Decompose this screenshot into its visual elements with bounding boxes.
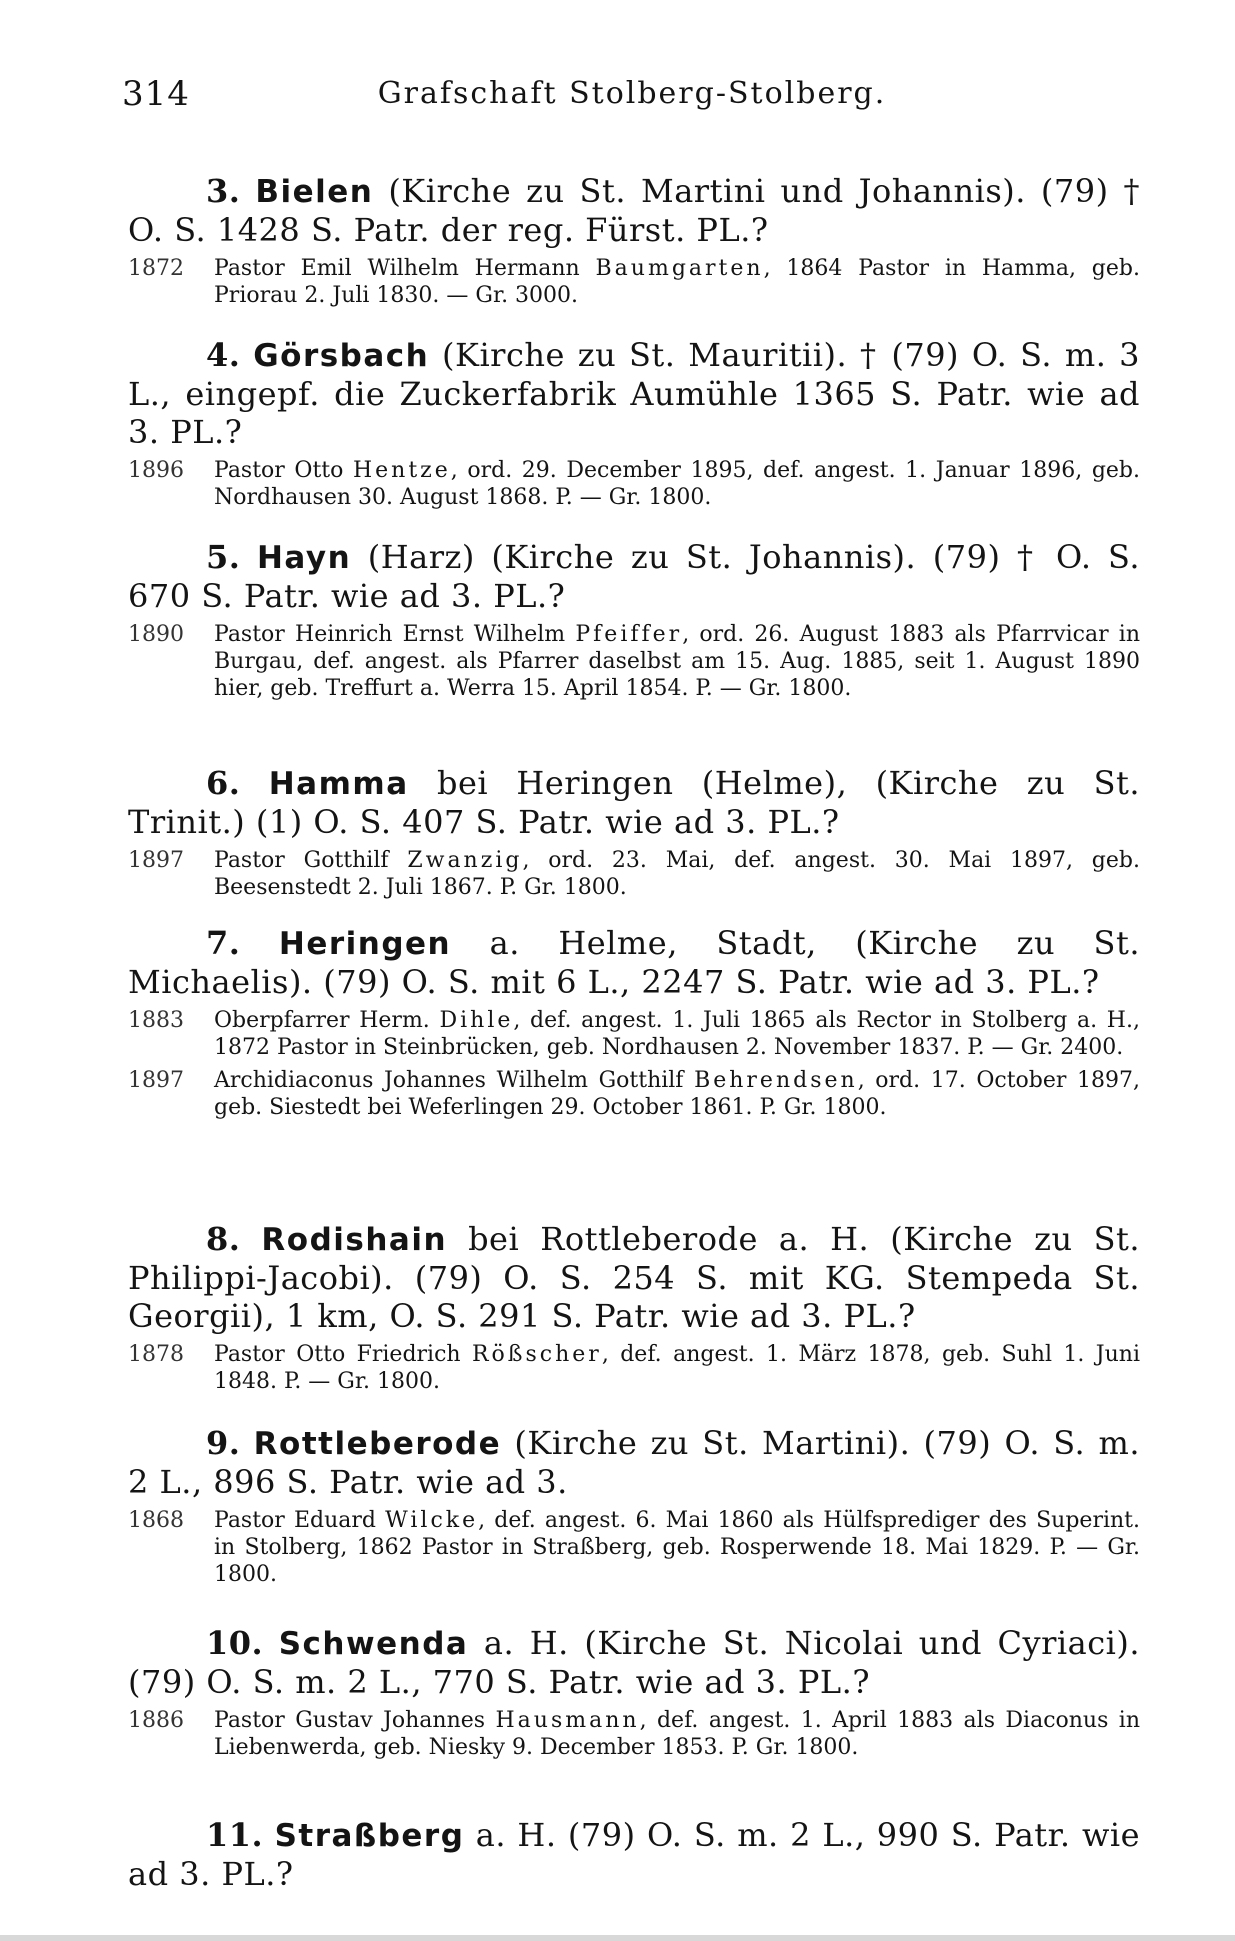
parish-number: 9.: [206, 1424, 241, 1462]
clergy-entry: [128, 255, 1140, 309]
clergy-year: 1868: [128, 1508, 184, 1533]
page-header: [122, 74, 1142, 124]
parish-name: Heringen: [278, 926, 452, 962]
parish-entry-bielen: [128, 172, 1140, 309]
parish-number: 7.: [206, 924, 241, 962]
clergy-entry: [128, 621, 1140, 702]
clergy-title: Pastor Eduard: [214, 1508, 386, 1533]
clergy-entry: [128, 1707, 1140, 1761]
parish-description: a. H. (Kirche St. Nicolai und Cyriaci). (79) O. S. m. 2 L., 770 S. Patr. wie ad 3. PL.?: [128, 1624, 1140, 1701]
parish-name: Görsbach: [253, 338, 430, 374]
parish-number: 8.: [206, 1220, 241, 1258]
clergy-surname: Hentze: [352, 458, 451, 483]
parish-description: a. Helme, Stadt, (Kirche zu St. Michaelis). (79) O. S. mit 6 L., 2247 S. Patr. wie ad 3. PL.?: [128, 924, 1141, 1001]
parish-heading: [128, 1424, 1140, 1501]
parish-heading: [128, 172, 1140, 249]
clergy-title: Oberpfarrer Herm.: [214, 1008, 440, 1033]
parish-name: Hayn: [256, 540, 352, 576]
parish-heading: [128, 336, 1140, 451]
clergy-entry: [128, 1507, 1140, 1588]
clergy-surname: Zwanzig: [407, 848, 523, 873]
page-bottom-edge: [0, 1935, 1235, 1941]
clergy-details: , ord. 23. Mai, def. angest. 30. Mai 1897, geb. Beesenstedt 2. Juli 1867. P. Gr. 1800.: [214, 848, 1140, 900]
parish-name: Schwenda: [278, 1626, 469, 1662]
parish-heading: [128, 764, 1140, 841]
clergy-title: Pastor Gotthilf: [214, 848, 408, 873]
parish-description: a. H. (79) O. S. m. 2 L., 990 S. Patr. wie ad 3. PL.?: [128, 1816, 1141, 1893]
clergy-entry: [128, 1007, 1140, 1061]
clergy-entry: [128, 1341, 1140, 1395]
clergy-surname: Hausmann: [495, 1708, 640, 1733]
clergy-details: , 1864 Pastor in Hamma, geb. Priorau 2. Juli 1830. — Gr. 3000.: [214, 256, 1140, 308]
parish-heading: [128, 924, 1140, 1001]
clergy-year: 1883: [128, 1008, 184, 1033]
clergy-title: Pastor Emil Wilhelm Hermann: [214, 256, 596, 281]
parish-description: (Harz) (Kirche zu St. Johannis). (79) † O. S. 670 S. Patr. wie ad 3. PL.?: [128, 538, 1141, 615]
clergy-title: Pastor Otto Friedrich: [214, 1342, 472, 1367]
parish-description: bei Rottleberode a. H. (Kirche zu St. Philippi-Jacobi). (79) O. S. 254 S. mit KG. Stempeda St. Georgii), 1 km, O. S. 291 S. Patr. wie ad 3. PL.?: [128, 1220, 1141, 1335]
parish-heading: [128, 538, 1140, 615]
parish-name: Rodishain: [261, 1222, 448, 1258]
parish-description: (Kirche zu St. Martini und Johannis). (79) † O. S. 1428 S. Patr. der reg. Fürst. PL.?: [128, 172, 1141, 249]
clergy-surname: Behrendsen: [694, 1068, 858, 1093]
clergy-surname: Rößscher: [471, 1342, 602, 1367]
parish-number: 10.: [206, 1624, 264, 1662]
parish-number: 5.: [206, 538, 241, 576]
clergy-details: , ord. 26. August 1883 als Pfarrvicar in Burgau, def. angest. als Pfarrer daselbst am 15. Aug. 1885, seit 1. August 1890 hier, geb. Treffurt a. Werra 15. April 1854. P. — Gr. 1800.: [214, 622, 1141, 701]
clergy-surname: Baumgarten: [595, 256, 764, 281]
parish-name: Hamma: [268, 766, 409, 802]
clergy-entry: [128, 457, 1140, 511]
parish-description: (Kirche zu St. Martini). (79) O. S. m. 2 L., 896 S. Patr. wie ad 3.: [128, 1424, 1141, 1501]
parish-description: (Kirche zu St. Mauritii). † (79) O. S. m. 3 L., eingepf. die Zuckerfabrik Aumühle 1365 S. Patr. wie ad 3. PL.?: [128, 336, 1141, 451]
parish-number: 11.: [206, 1816, 264, 1854]
clergy-entry: [128, 847, 1140, 901]
clergy-details: , def. angest. 6. Mai 1860 als Hülfsprediger des Superint. in Stolberg, 1862 Pastor in Straßberg, geb. Rosperwende 18. Mai 1829. P. — Gr. 1800.: [214, 1508, 1141, 1587]
clergy-title: Pastor Gustav Johannes: [214, 1708, 496, 1733]
clergy-details: , ord. 17. October 1897, geb. Siestedt bei Weferlingen 29. October 1861. P. Gr. 1800.: [214, 1068, 1140, 1120]
parish-name: Bielen: [255, 174, 374, 210]
clergy-year: 1890: [128, 622, 184, 647]
clergy-surname: Wilcke: [385, 1508, 479, 1533]
parish-name: Straßberg: [274, 1818, 465, 1854]
parish-number: 3.: [206, 172, 241, 210]
parish-entry-strassberg: [128, 1816, 1140, 1893]
clergy-details: , def. angest. 1. Juli 1865 als Rector in Stolberg a. H., 1872 Pastor in Steinbrücken, geb. Nordhausen 2. November 1837. P. — Gr. 2400.: [214, 1008, 1140, 1060]
clergy-title: Pastor Otto: [214, 458, 353, 483]
parish-entry-goersbach: [128, 336, 1140, 511]
parish-entry-heringen: [128, 924, 1140, 1121]
clergy-year: 1897: [128, 1068, 184, 1093]
parish-description: bei Heringen (Helme), (Kirche zu St. Trinit.) (1) O. S. 407 S. Patr. wie ad 3. PL.?: [128, 764, 1141, 841]
clergy-surname: Dihle: [439, 1008, 514, 1033]
clergy-year: 1897: [128, 848, 184, 873]
parish-number: 4.: [206, 336, 241, 374]
parish-entry-schwenda: [128, 1624, 1140, 1761]
clergy-year: 1896: [128, 458, 184, 483]
clergy-details: , def. angest. 1. April 1883 als Diaconus in Liebenwerda, geb. Niesky 9. December 1853. P. Gr. 1800.: [214, 1708, 1141, 1760]
clergy-details: , def. angest. 1. März 1878, geb. Suhl 1. Juni 1848. P. — Gr. 1800.: [214, 1342, 1140, 1394]
clergy-title: Archidiaconus Johannes Wilhelm Gotthilf: [214, 1068, 695, 1093]
clergy-surname: Pfeiffer: [575, 622, 683, 647]
parish-heading: [128, 1816, 1140, 1893]
parish-entry-hayn: [128, 538, 1140, 702]
parish-heading: [128, 1624, 1140, 1701]
parish-entry-rottleberode: [128, 1424, 1140, 1588]
parish-number: 6.: [206, 764, 241, 802]
clergy-details: , ord. 29. December 1895, def. angest. 1. Januar 1896, geb. Nordhausen 30. August 1868. P. — Gr. 1800.: [214, 458, 1140, 510]
parish-name: Rottleberode: [253, 1426, 502, 1462]
parish-entry-rodishain: [128, 1220, 1140, 1395]
clergy-year: 1878: [128, 1342, 184, 1367]
parish-heading: [128, 1220, 1140, 1335]
running-title: Grafschaft Stolberg-Stolberg.: [377, 76, 887, 111]
clergy-entry: [128, 1067, 1140, 1121]
clergy-title: Pastor Heinrich Ernst Wilhelm: [214, 622, 576, 647]
page-number: 314: [122, 74, 190, 114]
clergy-year: 1872: [128, 256, 184, 281]
clergy-year: 1886: [128, 1708, 184, 1733]
parish-entry-hamma: [128, 764, 1140, 901]
